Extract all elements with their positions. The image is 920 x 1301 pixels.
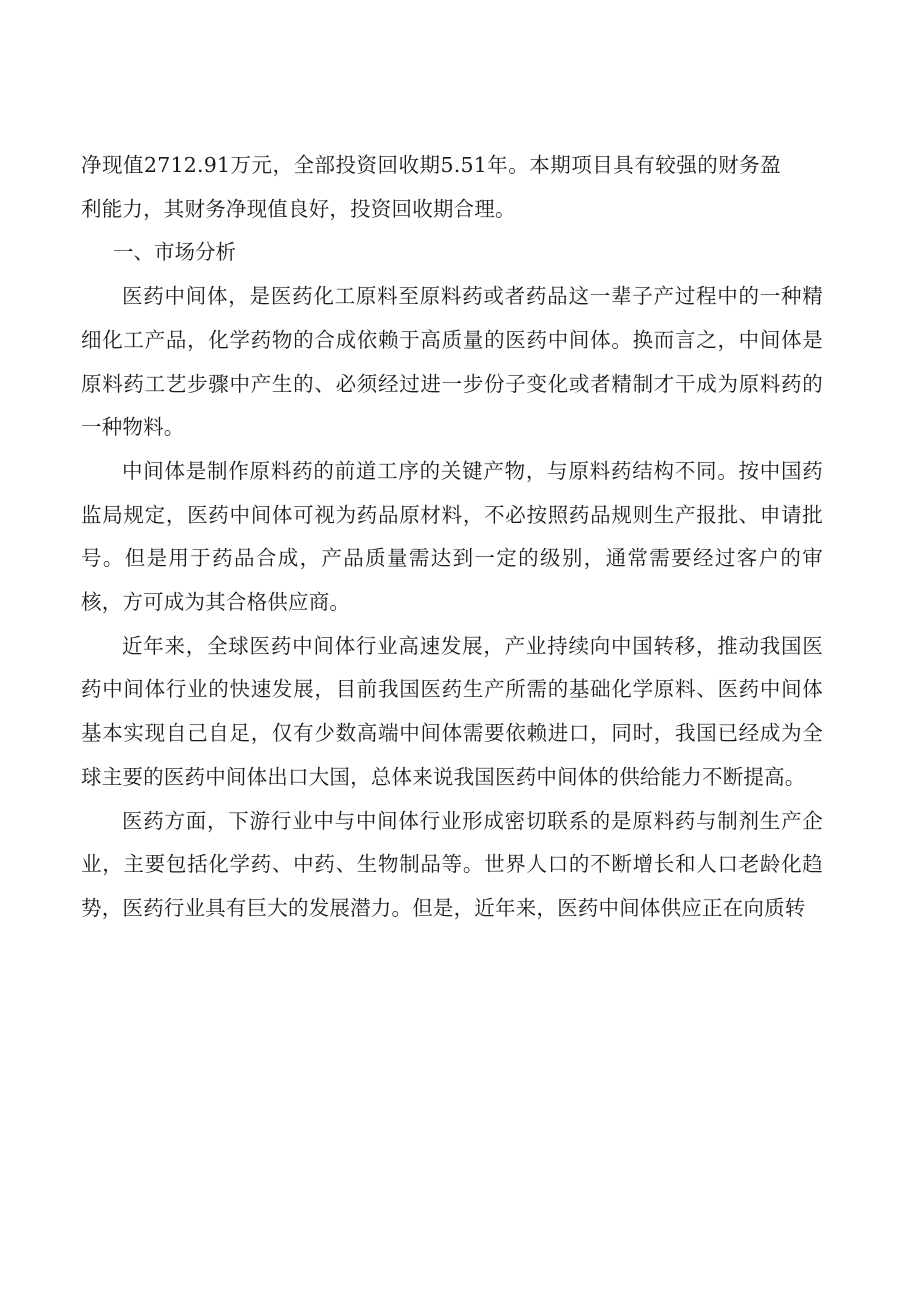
paragraph-downstream-industry: 医药方面，下游行业中与中间体行业形成密切联系的是原料药与制剂生产企业，主要包括化学药、中药、生物制品等。世界人口的不断增长和人口老龄化趋势，医药行业具有巨大的发展潜力。但是，近年来，医药中间体供应正在向质转 — [81, 808, 823, 920]
section-heading-market-analysis: 一、市场分析 — [113, 240, 236, 265]
paragraph-regulation: 中间体是制作原料药的前道工序的关键产物，与原料药结构不同。按中国药监局规定，医药中间体可视为药品原材料，不必按照药品规则生产报批、申请批号。但是用于药品合成，产品质量需达到一定的级别，通常需要经过客户的审核，方可成为其合格供应商。 — [81, 458, 823, 615]
paragraph-industry-development: 近年来，全球医药中间体行业高速发展，产业持续向中国转移，推动我国医药中间体行业的快速发展，目前我国医药生产所需的基础化学原料、医药中间体基本实现自己自足，仅有少数高端中间体需要依赖进口，同时，我国已经成为全球主要的医药中间体出口大国，总体来说我国医药中间体的供给能力不断提高。 — [81, 633, 823, 789]
paragraph-financial-summary: 净现值2712.91万元，全部投资回收期5.51年。本期项目具有较强的财务盈利能力，其财务净现值良好，投资回收期合理。 — [81, 153, 781, 221]
paragraph-intermediate-definition: 医药中间体，是医药化工原料至原料药或者药品这一辈子产过程中的一种精细化工产品，化学药物的合成依赖于高质量的医药中间体。换而言之，中间体是原料药工艺步骤中产生的、必须经过进一步份子变化或者精制才干成为原料药的一种物料。 — [81, 284, 823, 440]
document-body — [81, 144, 823, 931]
